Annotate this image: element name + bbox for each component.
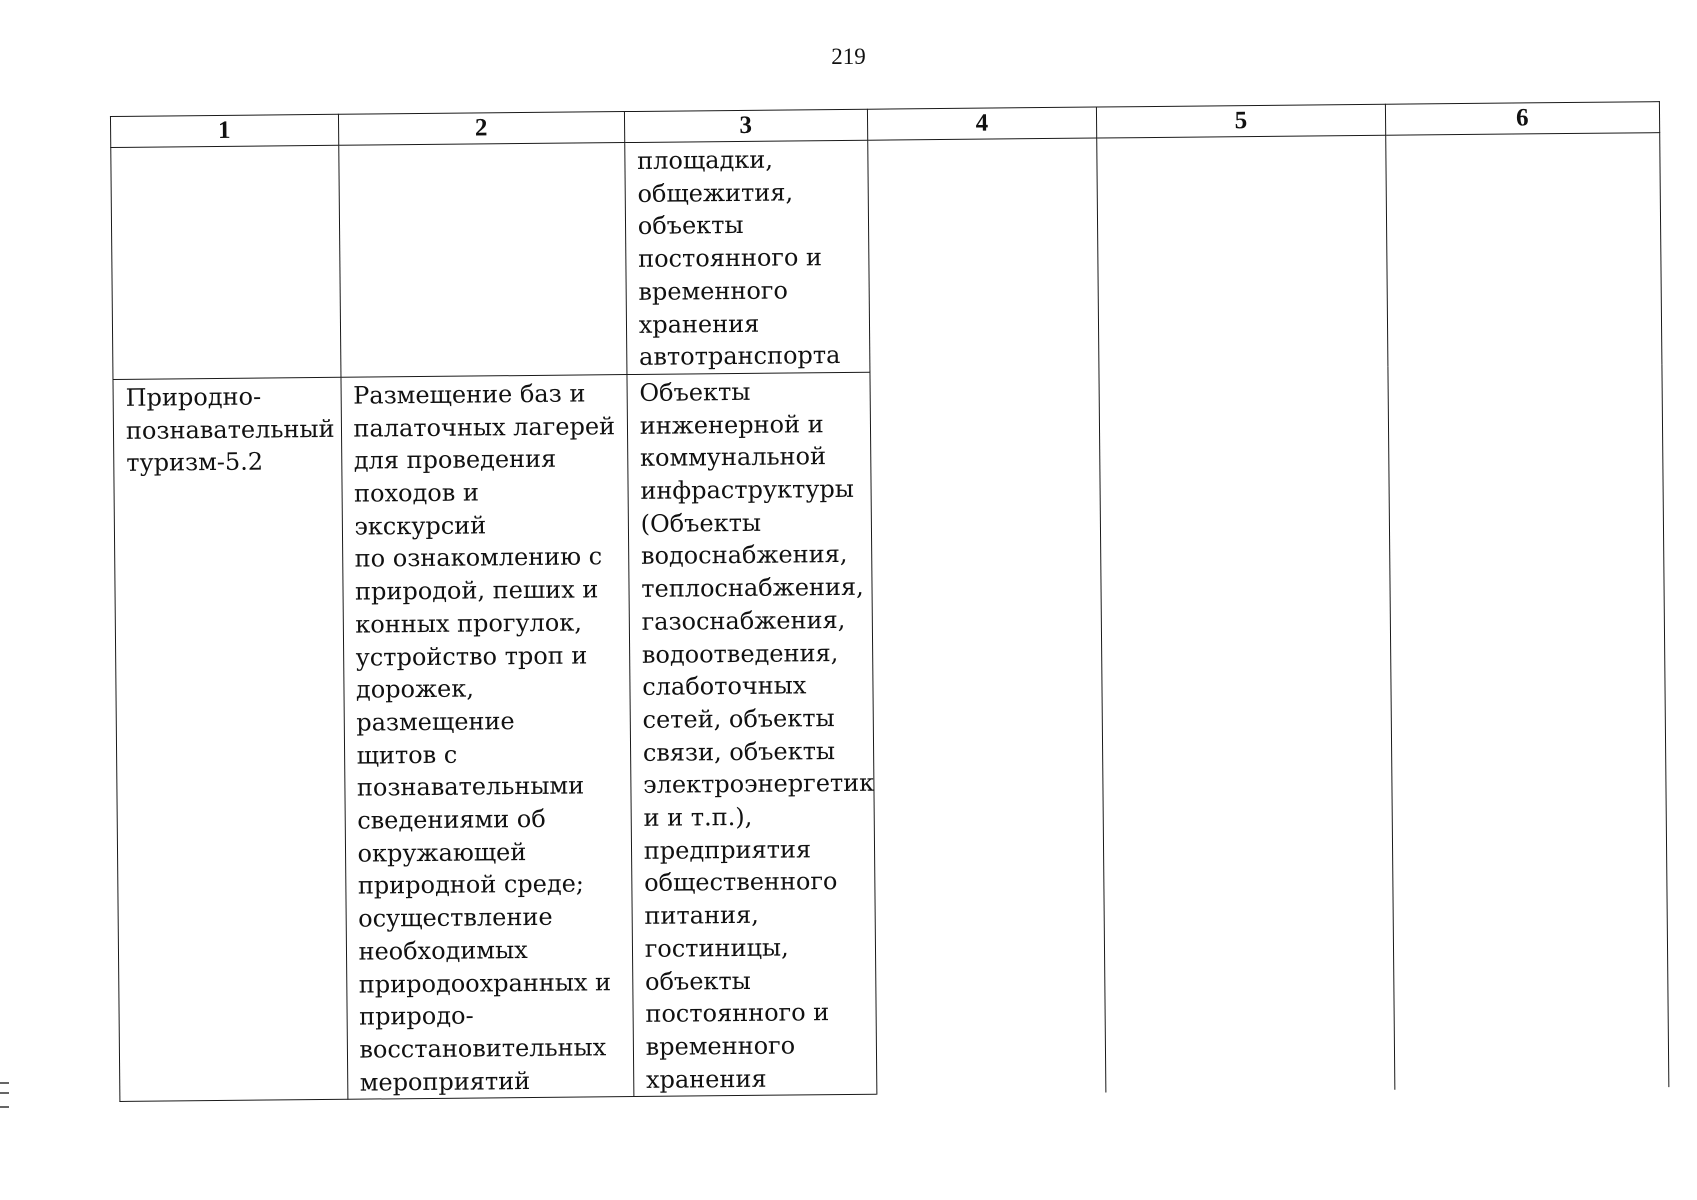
- margin-mark: [0, 1082, 9, 1108]
- cell-col-2: [340, 374, 633, 1099]
- zoning-table: [110, 101, 1669, 1102]
- cont-cell-col-1: [111, 145, 341, 379]
- cell-col-1-text: Природно- познавательный туризм-5.2: [125, 382, 335, 478]
- cell-col-2-text: Размещение баз и палаточных лагерей для проведения походов и экскурсий по ознакомлению с природой, пеших и конных прогулок, устройство троп и дорожек, размещение щитов с познавательными сведениями об окружающей природной среде; осуществление необходимых природоохранных и природо- восстановительных мероприятий: [353, 379, 616, 1097]
- cont-cell-col-4: [867, 138, 1106, 1095]
- table-row-continuation: [111, 133, 1662, 380]
- cell-col-3: [627, 372, 877, 1097]
- cont-cell-col-5: [1097, 135, 1395, 1092]
- cell-col-1: [113, 377, 347, 1102]
- header-col-2: 2: [338, 112, 625, 146]
- cell-col-3-text: Объекты инженерной и коммунальной инфраструктуры (Объекты водоснабжения, теплоснабжения, газоснабжения, водоотведения, слаботочных сетей, объекты связи, объекты электроэнергетик и и т.п.), предприятия общественного питания, гостиницы, объекты постоянного и временного хранения: [639, 377, 875, 1094]
- cont-cell-col-2: [338, 143, 626, 378]
- cont-cell-col-3: [625, 140, 870, 374]
- header-col-5: 5: [1097, 104, 1386, 138]
- header-col-4: 4: [867, 107, 1097, 140]
- header-col-6: 6: [1385, 102, 1660, 136]
- header-col-3: 3: [624, 109, 867, 142]
- cont-cell-col-3-text: площадки, общежития, объекты постоянного и временного хранения автотранспорта: [637, 145, 841, 372]
- page-number: 219: [831, 44, 866, 69]
- header-col-1: 1: [110, 114, 338, 147]
- cont-cell-col-6: [1385, 133, 1669, 1090]
